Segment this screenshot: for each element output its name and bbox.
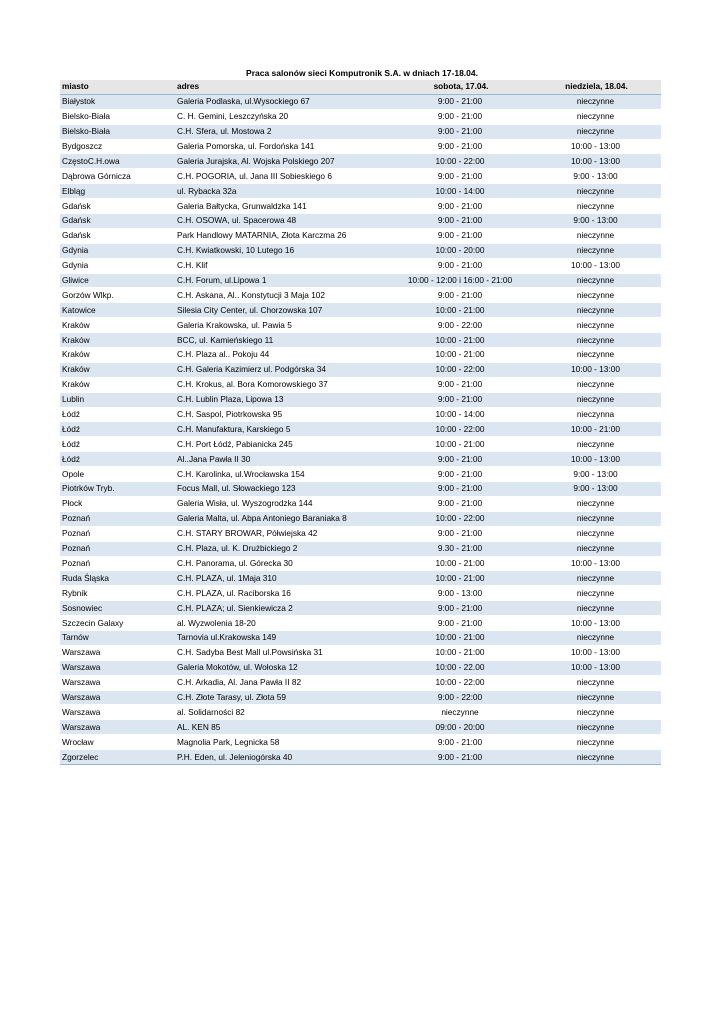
table-row — [60, 169, 661, 184]
city-cell: Poznań — [60, 526, 175, 541]
table-row — [60, 124, 661, 139]
city-cell: Gdynia — [60, 258, 175, 273]
saturday-hours-cell: 10:00 - 12:00 i 16:00 - 21:00 — [390, 273, 530, 288]
sunday-hours-cell: 10:00 - 13:00 — [530, 362, 661, 377]
address-cell: C.H. Kwiatkowski, 10 Lutego 16 — [175, 243, 390, 258]
saturday-hours-cell: 9:00 - 21:00 — [390, 214, 530, 229]
address-cell: C.H. Arkadia, Al. Jana Pawła II 82 — [175, 675, 390, 690]
city-cell: Gliwice — [60, 273, 175, 288]
sunday-hours-cell: nieczynne — [530, 630, 661, 645]
saturday-hours-cell: 9:00 - 21:00 — [390, 288, 530, 303]
city-cell: Ruda Śląska — [60, 571, 175, 586]
table-row — [60, 288, 661, 303]
saturday-hours-cell: 10:00 - 21:00 — [390, 303, 530, 318]
column-header-address: adres — [175, 80, 390, 94]
city-cell: Warszawa — [60, 675, 175, 690]
address-cell: C.H. PLAZA, ul. 1Maja 310 — [175, 571, 390, 586]
address-cell: C.H. Klif — [175, 258, 390, 273]
saturday-hours-cell: 9:00 - 22:00 — [390, 690, 530, 705]
address-cell: Galeria Bałtycka, Grunwaldzka 141 — [175, 199, 390, 214]
address-cell: C.H. Galeria Kazimierz ul. Podgórska 34 — [175, 362, 390, 377]
sunday-hours-cell: nieczynne — [530, 199, 661, 214]
table-row — [60, 496, 661, 511]
city-cell: Gdańsk — [60, 228, 175, 243]
address-cell: Park Handlowy MATARNIA, Złota Karczma 26 — [175, 228, 390, 243]
table-row — [60, 184, 661, 199]
address-cell: Silesia City Center, ul. Chorzowska 107 — [175, 303, 390, 318]
column-header-city: miasto — [60, 80, 175, 94]
address-cell: P.H. Eden, ul. Jeleniogórska 40 — [175, 750, 390, 765]
saturday-hours-cell: 9:00 - 21:00 — [390, 228, 530, 243]
table-row — [60, 556, 661, 571]
sunday-hours-cell: 10:00 - 13:00 — [530, 258, 661, 273]
city-cell: Białystok — [60, 94, 175, 109]
address-cell: C.H. Askana, Al.. Konstytucji 3 Maja 102 — [175, 288, 390, 303]
address-cell: C.H. Sfera, ul. Mostowa 2 — [175, 124, 390, 139]
sunday-hours-cell: nieczynne — [530, 541, 661, 556]
sunday-hours-cell: nieczynne — [530, 705, 661, 720]
sunday-hours-cell: nieczynne — [530, 273, 661, 288]
table-row — [60, 437, 661, 452]
address-cell: C.H. Plaza, ul. K. Drużbickiego 2 — [175, 541, 390, 556]
saturday-hours-cell: 10:00 - 22:00 — [390, 154, 530, 169]
address-cell: Tarnovia ul.Krakowska 149 — [175, 630, 390, 645]
sunday-hours-cell: nieczynne — [530, 750, 661, 765]
sunday-hours-cell: nieczynna — [530, 407, 661, 422]
table-row — [60, 601, 661, 616]
table-row — [60, 214, 661, 229]
saturday-hours-cell: 10:00 - 21:00 — [390, 437, 530, 452]
address-cell: C.H. PLAZA; ul. Sienkiewicza 2 — [175, 601, 390, 616]
saturday-hours-cell: 9.30 - 21:00 — [390, 541, 530, 556]
address-cell: Galeria Malta, ul. Abpa Antoniego Baraniaka 8 — [175, 511, 390, 526]
address-cell: Galeria Mokotów, ul. Wołoska 12 — [175, 660, 390, 675]
sunday-hours-cell: 10:00 - 13:00 — [530, 139, 661, 154]
city-cell: Poznań — [60, 556, 175, 571]
table-row — [60, 273, 661, 288]
column-header-saturday: sobota, 17.04. — [390, 80, 530, 94]
city-cell: Bielsko-Biała — [60, 124, 175, 139]
address-cell: Galeria Podlaska, ul.Wysockiego 67 — [175, 94, 390, 109]
table-row — [60, 303, 661, 318]
saturday-hours-cell: 10:00 - 22.00 — [390, 660, 530, 675]
table-row — [60, 109, 661, 124]
table-row — [60, 586, 661, 601]
city-cell: Szczecin Galaxy — [60, 616, 175, 631]
city-cell: Tarnów — [60, 630, 175, 645]
store-hours-table — [60, 80, 661, 765]
saturday-hours-cell: 9:00 - 21:00 — [390, 258, 530, 273]
city-cell: Wrocław — [60, 735, 175, 750]
sunday-hours-cell: nieczynne — [530, 511, 661, 526]
sunday-hours-cell: nieczynne — [530, 496, 661, 511]
address-cell: C.H. Krokus, al. Bora Komorowskiego 37 — [175, 377, 390, 392]
table-row — [60, 750, 661, 765]
saturday-hours-cell: 10:00 - 22:00 — [390, 675, 530, 690]
sunday-hours-cell: nieczynne — [530, 243, 661, 258]
address-cell: Galeria Wisła, ul. Wyszogrodzka 144 — [175, 496, 390, 511]
address-cell: al. Solidarności 82 — [175, 705, 390, 720]
sunday-hours-cell: nieczynne — [530, 228, 661, 243]
table-row — [60, 318, 661, 333]
address-cell: C.H. OSOWA, ul. Spacerowa 48 — [175, 214, 390, 229]
table-row — [60, 571, 661, 586]
city-cell: Gorzów Wlkp. — [60, 288, 175, 303]
saturday-hours-cell: 10:00 - 20:00 — [390, 243, 530, 258]
saturday-hours-cell: 9:00 - 21:00 — [390, 750, 530, 765]
city-cell: Elbląg — [60, 184, 175, 199]
address-cell: C.H. Sadyba Best Mall ul.Powsińska 31 — [175, 645, 390, 660]
table-row — [60, 675, 661, 690]
sunday-hours-cell: nieczynne — [530, 377, 661, 392]
city-cell: Opole — [60, 467, 175, 482]
address-cell: C.H. Karolinka, ul.Wrocławska 154 — [175, 467, 390, 482]
city-cell: Rybnik — [60, 586, 175, 601]
table-row — [60, 377, 661, 392]
sunday-hours-cell: 10:00 - 13:00 — [530, 616, 661, 631]
saturday-hours-cell: 10:00 - 21:00 — [390, 571, 530, 586]
city-cell: Łódź — [60, 407, 175, 422]
saturday-hours-cell: 9:00 - 13:00 — [390, 586, 530, 601]
saturday-hours-cell: 9:00 - 21:00 — [390, 526, 530, 541]
saturday-hours-cell: 9:00 - 22:00 — [390, 318, 530, 333]
table-row — [60, 392, 661, 407]
saturday-hours-cell: 9:00 - 21:00 — [390, 124, 530, 139]
saturday-hours-cell: 10:00 - 21:00 — [390, 645, 530, 660]
address-cell: Galeria Krakowska, ul. Pawia 5 — [175, 318, 390, 333]
city-cell: Poznań — [60, 511, 175, 526]
sunday-hours-cell: nieczynne — [530, 348, 661, 363]
table-row — [60, 139, 661, 154]
address-cell: Focus Mall, ul. Słowackiego 123 — [175, 482, 390, 497]
city-cell: CzęstoC.H.owa — [60, 154, 175, 169]
address-cell: C.H. Forum, ul.Lipowa 1 — [175, 273, 390, 288]
city-cell: Warszawa — [60, 660, 175, 675]
table-row — [60, 645, 661, 660]
table-row — [60, 407, 661, 422]
saturday-hours-cell: 9:00 - 21:00 — [390, 735, 530, 750]
city-cell: Łódź — [60, 437, 175, 452]
saturday-hours-cell: 9:00 - 21:00 — [390, 482, 530, 497]
sunday-hours-cell: nieczynne — [530, 318, 661, 333]
saturday-hours-cell: 10:00 - 22:00 — [390, 422, 530, 437]
saturday-hours-cell: 9:00 - 21:00 — [390, 139, 530, 154]
saturday-hours-cell: 09:00 - 20:00 — [390, 720, 530, 735]
saturday-hours-cell: 9:00 - 21:00 — [390, 109, 530, 124]
sunday-hours-cell: nieczynne — [530, 94, 661, 109]
saturday-hours-cell: 9:00 - 21:00 — [390, 616, 530, 631]
sunday-hours-cell: 10:00 - 13:00 — [530, 556, 661, 571]
header-row — [60, 80, 661, 94]
table-row — [60, 467, 661, 482]
address-cell: Magnolia Park, Legnicka 58 — [175, 735, 390, 750]
sunday-hours-cell: nieczynne — [530, 437, 661, 452]
city-cell: Gdańsk — [60, 199, 175, 214]
sunday-hours-cell: nieczynne — [530, 333, 661, 348]
address-cell: Al..Jana Pawła II 30 — [175, 452, 390, 467]
address-cell: C.H. Saspol, Piotrkowska 95 — [175, 407, 390, 422]
city-cell: Dąbrowa Górnicza — [60, 169, 175, 184]
table-row — [60, 541, 661, 556]
address-cell: C.H. Lublin Plaza, Lipowa 13 — [175, 392, 390, 407]
sunday-hours-cell: nieczynne — [530, 586, 661, 601]
sunday-hours-cell: 10:00 - 13:00 — [530, 452, 661, 467]
saturday-hours-cell: 10:00 - 22:00 — [390, 362, 530, 377]
address-cell: Galeria Jurajska, Al. Wojska Polskiego 207 — [175, 154, 390, 169]
table-body — [60, 94, 661, 764]
address-cell: BCC, ul. Kamieńskiego 11 — [175, 333, 390, 348]
table-row — [60, 660, 661, 675]
address-cell: C.H. Panorama, ul. Górecka 30 — [175, 556, 390, 571]
address-cell: C.H. Port Łódź, Pabianicka 245 — [175, 437, 390, 452]
city-cell: Gdynia — [60, 243, 175, 258]
city-cell: Bydgoszcz — [60, 139, 175, 154]
table-row — [60, 616, 661, 631]
saturday-hours-cell: 9:00 - 21:00 — [390, 377, 530, 392]
sunday-hours-cell: 10:00 - 13:00 — [530, 660, 661, 675]
saturday-hours-cell: 10:00 - 22:00 — [390, 511, 530, 526]
sunday-hours-cell: 9:00 - 13:00 — [530, 482, 661, 497]
saturday-hours-cell: 9:00 - 21:00 — [390, 496, 530, 511]
city-cell: Kraków — [60, 333, 175, 348]
city-cell: Warszawa — [60, 690, 175, 705]
address-cell: C.H. Plaza al.. Pokoju 44 — [175, 348, 390, 363]
city-cell: Łódź — [60, 452, 175, 467]
saturday-hours-cell: 9:00 - 21:00 — [390, 601, 530, 616]
city-cell: Poznań — [60, 541, 175, 556]
city-cell: Piotrków Tryb. — [60, 482, 175, 497]
city-cell: Sosnowiec — [60, 601, 175, 616]
sunday-hours-cell: nieczynne — [530, 675, 661, 690]
table-row — [60, 362, 661, 377]
city-cell: Płock — [60, 496, 175, 511]
sunday-hours-cell: 9:00 - 13:00 — [530, 169, 661, 184]
table-row — [60, 452, 661, 467]
city-cell: Kraków — [60, 318, 175, 333]
saturday-hours-cell: 9:00 - 21:00 — [390, 199, 530, 214]
sunday-hours-cell: nieczynne — [530, 303, 661, 318]
saturday-hours-cell: 9:00 - 21:00 — [390, 94, 530, 109]
saturday-hours-cell: nieczynne — [390, 705, 530, 720]
sunday-hours-cell: nieczynne — [530, 392, 661, 407]
city-cell: Łódź — [60, 422, 175, 437]
sunday-hours-cell: 9:00 - 13:00 — [530, 467, 661, 482]
table-row — [60, 154, 661, 169]
sunday-hours-cell: 9:00 - 13:00 — [530, 214, 661, 229]
address-cell: Galeria Pomorska, ul. Fordońska 141 — [175, 139, 390, 154]
saturday-hours-cell: 9:00 - 21:00 — [390, 169, 530, 184]
city-cell: Katowice — [60, 303, 175, 318]
city-cell: Warszawa — [60, 645, 175, 660]
saturday-hours-cell: 10:00 - 21:00 — [390, 556, 530, 571]
table-row — [60, 228, 661, 243]
sunday-hours-cell: nieczynne — [530, 601, 661, 616]
address-cell: C.H. PLAZA, ul. Raciborska 16 — [175, 586, 390, 601]
sunday-hours-cell: 10:00 - 21:00 — [530, 422, 661, 437]
city-cell: Kraków — [60, 348, 175, 363]
city-cell: Kraków — [60, 362, 175, 377]
table-row — [60, 199, 661, 214]
sunday-hours-cell: nieczynne — [530, 571, 661, 586]
table-row — [60, 333, 661, 348]
address-cell: C. H. Gemini, Leszczyńska 20 — [175, 109, 390, 124]
table-row — [60, 705, 661, 720]
sunday-hours-cell: nieczynne — [530, 184, 661, 199]
sunday-hours-cell: nieczynne — [530, 109, 661, 124]
table-row — [60, 720, 661, 735]
table-row — [60, 511, 661, 526]
table-row — [60, 630, 661, 645]
sunday-hours-cell: nieczynne — [530, 720, 661, 735]
sunday-hours-cell: 10:00 - 13:00 — [530, 154, 661, 169]
saturday-hours-cell: 10:00 - 21:00 — [390, 630, 530, 645]
saturday-hours-cell: 10:00 - 21:00 — [390, 348, 530, 363]
saturday-hours-cell: 10:00 - 14:00 — [390, 184, 530, 199]
sunday-hours-cell: nieczynne — [530, 288, 661, 303]
city-cell: Warszawa — [60, 720, 175, 735]
saturday-hours-cell: 9:00 - 21:00 — [390, 467, 530, 482]
table-row — [60, 422, 661, 437]
table-row — [60, 243, 661, 258]
address-cell: C.H. POGORIA, ul. Jana III Sobieskiego 6 — [175, 169, 390, 184]
sunday-hours-cell: nieczynne — [530, 690, 661, 705]
sunday-hours-cell: nieczynne — [530, 735, 661, 750]
page-title: Praca salonów sieci Komputronik S.A. w dniach 17-18.04. — [246, 68, 478, 78]
city-cell: Warszawa — [60, 705, 175, 720]
table-row — [60, 348, 661, 363]
saturday-hours-cell: 9:00 - 21:00 — [390, 392, 530, 407]
table-row — [60, 526, 661, 541]
table-row — [60, 690, 661, 705]
city-cell: Lublin — [60, 392, 175, 407]
saturday-hours-cell: 9:00 - 21:00 — [390, 452, 530, 467]
column-header-sunday: niedziela, 18.04. — [530, 80, 661, 94]
city-cell: Bielsko-Biała — [60, 109, 175, 124]
address-cell: C.H. Złote Tarasy, ul. Złota 59 — [175, 690, 390, 705]
table-row — [60, 482, 661, 497]
address-cell: AL. KEN 85 — [175, 720, 390, 735]
city-cell: Zgorzelec — [60, 750, 175, 765]
sunday-hours-cell: nieczynne — [530, 124, 661, 139]
city-cell: Gdańsk — [60, 214, 175, 229]
address-cell: ul. Rybacka 32a — [175, 184, 390, 199]
address-cell: C.H. STARY BROWAR, Półwiejska 42 — [175, 526, 390, 541]
sunday-hours-cell: 10:00 - 13:00 — [530, 645, 661, 660]
table-row — [60, 735, 661, 750]
saturday-hours-cell: 10:00 - 14:00 — [390, 407, 530, 422]
table-row — [60, 94, 661, 109]
table-row — [60, 258, 661, 273]
address-cell: al. Wyzwolenia 18-20 — [175, 616, 390, 631]
saturday-hours-cell: 10:00 - 21:00 — [390, 333, 530, 348]
address-cell: C.H. Manufaktura, Karskiego 5 — [175, 422, 390, 437]
sunday-hours-cell: nieczynne — [530, 526, 661, 541]
city-cell: Kraków — [60, 377, 175, 392]
